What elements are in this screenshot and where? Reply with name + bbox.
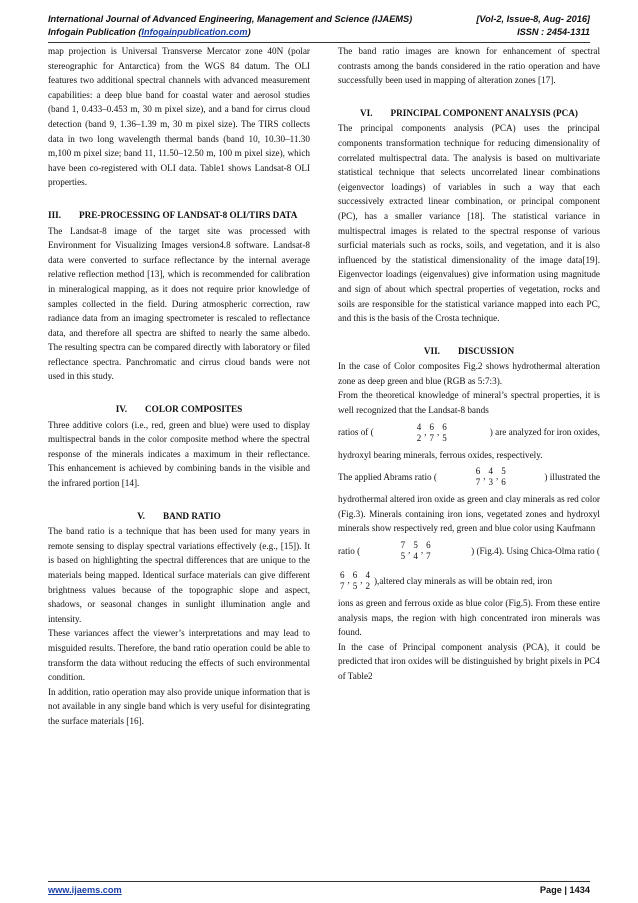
site-link[interactable]: www.ijaems.com: [48, 885, 122, 895]
denominator: 3: [488, 477, 493, 488]
fraction-separator: ,: [437, 426, 440, 437]
section-7-heading: VII. DISCUSSION: [423, 345, 515, 356]
section-5-body-2: These variances affect the viewer’s interpretations and may lead to misguided results. Therefore, the band ratio operation could be able to transform the data without reducing the effects of such environmental condition.: [48, 628, 310, 683]
section-4-heading: IV. COLOR COMPOSITES: [115, 404, 243, 415]
fraction: [475, 466, 482, 488]
denominator: 5: [400, 551, 406, 562]
fraction-group-1: [415, 422, 449, 444]
fraction: [425, 540, 432, 562]
numerator: 4: [365, 570, 370, 581]
numerator: 6: [352, 570, 358, 581]
section-7-body-3: hydroxyl bearing minerals, ferrous oxides, respectively.: [338, 449, 543, 460]
page-number: Page | 1434: [539, 885, 590, 895]
fraction: [487, 466, 494, 488]
fraction: [365, 570, 372, 592]
fraction-separator: ,: [408, 545, 411, 556]
fraction-group-2: [474, 466, 508, 488]
denominator: 4: [413, 551, 418, 562]
numerator: 4: [488, 466, 493, 477]
denominator: 5: [442, 432, 447, 443]
fraction: [400, 540, 407, 562]
section-3-body: The Landsat-8 image of the target site was processed with Environment for Visualizing Images version4.8 software. Landsat-8 data were converted to surface reflectance by the internal average relative reflection method [13], which is recommended for calibration in mineralogical mapping, as it does not require prior knowledge of samples collected in the field. During atmospheric correction, raw radiance data from an imaging spectrometer is rescaled to reflectance data, and therefore all spectra are shifted to nearly the same albedo. The resulting spectra can be compared directly with laboratory or filed reflectance spectra. Panchromatic and cirrus cloud bands were not used in this study.: [48, 225, 310, 382]
numerator: 6: [442, 421, 447, 432]
numerator: 6: [426, 540, 431, 551]
publisher: Infogain Publication (Infogainpublication.com): [48, 27, 251, 37]
kaufmann-line: ratio ( 7 5 , 5 4 , 6 7 ) (Fig.4). Using Chica-Olma ratio (: [338, 540, 600, 562]
numerator: 6: [429, 421, 434, 432]
section-7-body-4: hydrothermal altered iron oxide as green and clay minerals as red color (Fig.3). Minerals containing iron ions, vegetated zones and hydroxyl minerals show respectively red, green and blue color using Kaufmann: [338, 494, 600, 534]
fraction: [500, 466, 507, 488]
section-4-body: Three additive colors (i.e., red, green and blue) were used to display multispectral bands in the color composite method where the spectral response of the minerals indicates a maximum in their reflectance. This enhancement is achieved by combining bands in the visible and the infrared portion [14].: [48, 419, 310, 489]
fraction-separator: ,: [483, 471, 486, 482]
fraction: [412, 540, 419, 562]
page-footer: [48, 885, 590, 895]
abrams-line: The applied Abrams ratio ( 6 7 , 4 3 , 5 6 ) illustrated the: [338, 466, 600, 488]
fraction-separator: ,: [360, 575, 363, 586]
section-5-body-1: The band ratio is a technique that has been used for many years in remote sensing to display spectral variations effectively (e.g., [15]). It is based on highlighting the spectral differences that are unique to the materials being mapped. Identical surface materials can give different brightness values because of the topographic slope and aspect, shadows, or seasonal changes in sunlight illumination angle and intensity.: [48, 526, 310, 624]
denominator: 5: [352, 581, 358, 592]
fraction: [416, 422, 423, 444]
issue-info: [Vol-2, Issue-8, Aug- 2016]: [476, 14, 590, 24]
fraction: [441, 422, 448, 444]
numerator: 4: [416, 421, 422, 432]
denominator: 7: [340, 581, 345, 592]
denominator: 2: [416, 432, 422, 443]
section-5-body-3: In addition, ratio operation may also provide unique information that is not available in any single band which is very useful for disintegrating the surface materials [16].: [48, 686, 310, 726]
intro-paragraph: map projection is Universal Transverse Mercator zone 40N (polar stereographic for Antarctica) from the WGS 84 datum. The OLI features two additional spectral channels with advanced measurement capabilities: a deep blue band for coastal water and aerosol studies (band 1, 0.433–0.453 m, 30 m pixel size), and a band for cirrus cloud detection (band 9, 1.36–1.39 m, 30 m pixel size). The TIRS collects data in two long wavelength thermal bands (band 10, 10.30–11.30 m,100 m pixel size; band 11, 11.50–12.50 m, 100 m pixel size), which have been co-registered with OLI data. Table1 shows Landsat-8 OLI properties.: [48, 46, 310, 188]
issn: ISSN : 2454-1311: [517, 27, 590, 37]
section-6-body: The principal components analysis (PCA) uses the principal components transformation technique for reducing dimensionality of correlated multispectral data. The analysis is based on multivariate statistical technique that selects uncorrelated linear combinations (eigenvector loadings) of variables in such a way that each successively extracted linear combination, or principal component (PC), has a smaller variance [18]. The statistical variance in multispectral images is related to the spectral response of various surficial materials such as rocks, soils, and vegetation, and it is also influenced by the statistical dimensionality of the image data[19]. Eigenvector loadings (eigenvalues) give information using magnitude and sign of about which spectral properties of vegetation, rocks and soils are responsible for the statistical variance mapped into each PC, and this is the basis of the Crosta technique.: [338, 123, 600, 324]
denominator: 7: [475, 477, 481, 488]
ratios-line: ratios of ( 4 2 , 6 7 , 6 5 ) are analyzed for iron oxides,: [338, 421, 600, 443]
section-6-heading: VI. PRINCIPAL COMPONENT ANALYSIS (PCA): [360, 107, 578, 118]
footer-rule: [48, 881, 590, 882]
chica-line: 6 7 , 6 5 , 4 2 ),altered clay minerals as will be obtain red, iron: [340, 570, 553, 592]
denominator: 6: [501, 477, 506, 488]
band-ratio-continued: The band ratio images are known for enhancement of spectral contrasts among the bands considered in the ratio operation and have successfully been used in mapping of alteration zones [17].: [338, 46, 600, 86]
fraction-separator: ,: [424, 426, 427, 437]
numerator: 7: [400, 540, 406, 551]
section-7-body-2: From the theoretical knowledge of mineral’s spectral properties, it is well recognized that the Landsat-8 bands: [338, 390, 600, 416]
fraction: [352, 570, 359, 592]
numerator: 6: [475, 466, 481, 477]
fraction-group-3: [399, 540, 433, 562]
denominator: 7: [426, 551, 431, 562]
section-7-body-5: ions as green and ferrous oxide as blue color (Fig.5). From these entire analysis maps, the region with high concentrated iron minerals was found.: [338, 598, 600, 638]
section-7-body-1: In the case of Color composites Fig.2 shows hydrothermal alteration zone as deep green and blue (RGB as 5:7:3).: [338, 361, 600, 386]
section-7-body-6: In the case of Principal component analysis (PCA), it could be predicted that iron oxides will be distinguished by bright pixels in PC4 of Table2: [338, 641, 600, 681]
fraction-separator: ,: [347, 575, 350, 586]
journal-title: International Journal of Advanced Engineering, Management and Science (IJAEMS): [48, 14, 413, 24]
left-column: [48, 44, 310, 729]
fraction-separator: ,: [495, 471, 499, 482]
numerator: 5: [501, 466, 506, 477]
fraction: [429, 422, 436, 444]
section-3-heading: III. PRE-PROCESSING OF LANDSAT-8 OLI/TIRS DATA: [48, 209, 298, 220]
header-rule: [48, 42, 590, 43]
numerator: 6: [340, 570, 345, 581]
section-5-heading: V. BAND RATIO: [137, 510, 221, 521]
denominator: 7: [429, 432, 434, 443]
publisher-link[interactable]: Infogainpublication.com: [141, 27, 248, 37]
fraction-group-4: [338, 570, 372, 592]
denominator: 2: [365, 581, 370, 592]
fraction-separator: ,: [420, 545, 424, 556]
fraction: [339, 570, 346, 592]
right-column: [338, 44, 600, 684]
numerator: 5: [413, 540, 418, 551]
